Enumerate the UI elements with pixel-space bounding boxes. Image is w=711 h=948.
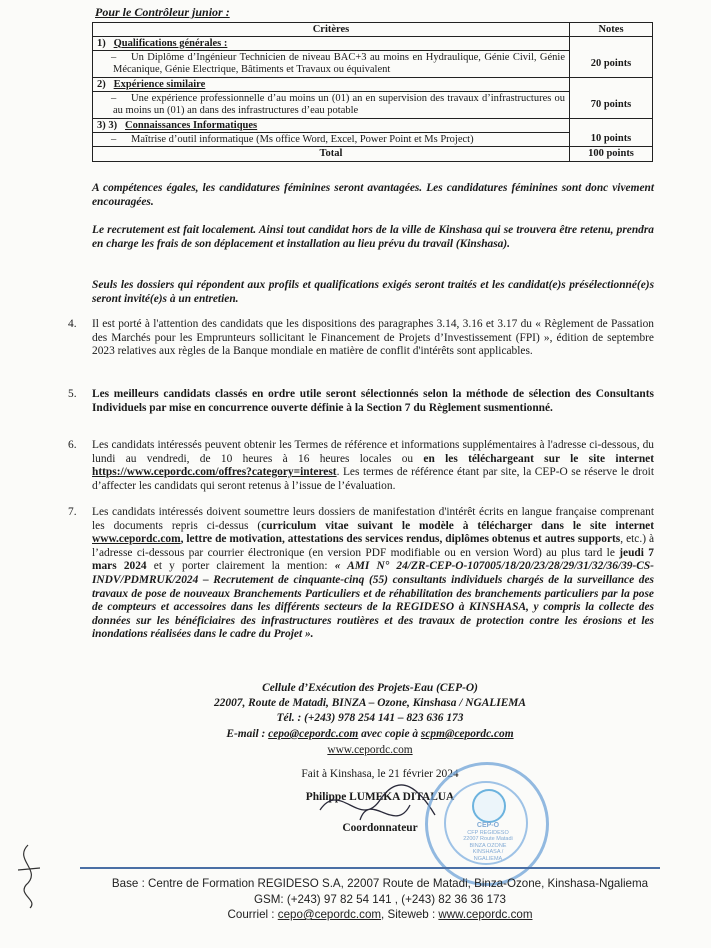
paragraph-local-recruitment: Le recrutement est fait localement. Ainsi tout candidat hors de la ville de Kinshasa qui se trouvera être retenu, prendra en charge les frais de son déplacement et installation au lieu prévu du travail (Kinshasa). — [92, 224, 654, 250]
total-points: 100 points — [570, 147, 653, 162]
points-value: 20 points — [570, 51, 653, 78]
points-value: 70 points — [570, 92, 653, 119]
table-header-row — [93, 23, 653, 37]
footer-divider — [80, 867, 660, 869]
item-number-5: 5. — [68, 388, 77, 400]
item-number-4: 4. — [68, 318, 77, 330]
margin-initials-icon — [8, 840, 48, 910]
terms-of-reference-link[interactable]: https://www.cepordc.com/offres?category=interest — [92, 466, 337, 479]
table-total-row — [93, 147, 653, 162]
official-stamp: CEP-O CFP REGIDESO 22007 Route Matadi BINZA OZONE KINSHASA / NGALIEMA — [425, 762, 549, 886]
table-row — [93, 119, 653, 133]
item-number-6: 6. — [68, 439, 77, 451]
paragraph-shortlist: Seuls les dossiers qui répondent aux profils et qualifications exigés seront traités et les candidat(e)s présélectionné(e)s seront invité(e)s à un entretien. — [92, 279, 654, 305]
place-date: Fait à Kinshasa, le 21 février 2024 — [301, 768, 459, 780]
address-email: E-mail : cepo@cepordc.com avec copie à scpm@cepordc.com — [226, 728, 514, 740]
total-label: Total — [93, 147, 570, 162]
address-line-2: 22007, Route de Matadi, BINZA – Ozone, Kinshasa / NGALIEMA — [213, 697, 527, 709]
footer-phone: GSM: (+243) 97 82 54 141 , (+243) 82 36 36 173 — [253, 893, 507, 906]
section-heading: Pour le Contrôleur junior : — [95, 5, 230, 19]
footer-email-link[interactable]: cepo@cepordc.com — [277, 908, 382, 921]
paragraph-women-candidates: A compétences égales, les candidatures féminines seront avantagées. Les candidatures féminines sont donc vivement encouragées. — [92, 182, 654, 208]
signatory-title: Coordonnateur — [342, 822, 418, 834]
paragraph-6: Les candidats intéressés peuvent obtenir les Termes de référence et informations supplémentaires à l'adresse ci-dessous, du lundi au vendredi, de 10 heures à 16 heures locales ou en les téléchargeant sur le site internet https://www.cepordc.com/offres?category=interest. Les termes de référence étant par site, la CEP-O se réserve le droit d’affecter les candidats qui seront retenus à l’issue de l’évaluation. — [92, 439, 655, 492]
signature-stroke — [320, 785, 435, 820]
paragraph-5: Les meilleurs candidats classés en ordre utile seront sélectionnés selon la méthode de sélection des Consultants Individuels par mise en concurrence ouverte définie à la Section 7 du Règlement susmentionné. — [92, 388, 654, 414]
footer-contact: Courriel : cepo@cepordc.com, Siteweb : www.cepordc.com — [227, 908, 533, 921]
address-line-1: Cellule d’Exécution des Projets-Eau (CEP-O) — [262, 682, 478, 694]
address-website-link[interactable]: www.cepordc.com — [327, 744, 413, 756]
signatory-name: Philippe LUMEKA DITALUA — [305, 791, 455, 803]
table-row — [93, 133, 653, 147]
footer-website-link[interactable]: www.cepordc.com — [438, 908, 533, 921]
table-row — [93, 92, 653, 119]
email-link-scpm[interactable]: scpm@cepordc.com — [420, 728, 514, 740]
table-row — [93, 37, 653, 51]
cepo-logo-icon — [472, 789, 506, 823]
website-link[interactable]: www.cepordc.com — [92, 533, 181, 546]
section-label: 2) Expérience similaire — [93, 78, 570, 92]
paragraph-4: Il est porté à l'attention des candidats que les dispositions des paragraphes 3.14, 3.16 et 3.17 du « Règlement de Passation des Marchés pour les Emprunteurs sollicitant le Financement de Projets d’Investissement (FPI) », édition de septembre 2023 relatives aux règles de la Banque mondiale en matière de conflit d'intérêts sont applicables. — [92, 318, 654, 358]
col-criteria-header: Critères — [93, 23, 570, 37]
points-value: 10 points — [570, 133, 653, 147]
criterion-item: – Maîtrise d’outil informatique (Ms office Word, Excel, Power Point et Ms Project) — [93, 133, 570, 147]
section-label: 1) Qualifications générales : — [93, 37, 570, 51]
address-phone: Tél. : (+243) 978 254 141 – 823 636 173 — [276, 712, 464, 724]
footer-address: Base : Centre de Formation REGIDESO S.A, 22007 Route de Matadi, Binza-Ozone, Kinshasa-Ngaliema — [111, 877, 649, 890]
item-number-7: 7. — [68, 506, 77, 518]
criterion-item: – Un Diplôme d’Ingénieur Technicien de niveau BAC+3 au moins en Hydraulique, Génie Civil, Génie Mécanique, Génie Electrique, Bâtiments et Travaux ou équivalent — [93, 51, 570, 78]
email-link-cepo[interactable]: cepo@cepordc.com — [268, 728, 359, 740]
section-label: 3) 3) Connaissances Informatiques — [93, 119, 570, 133]
criterion-item: – Une expérience professionnelle d’au moins un (01) an en supervision des travaux d’infrastructures ou au moins un (01) an dans des infrastructures d’eau potable — [93, 92, 570, 119]
criteria-table — [92, 22, 653, 162]
paragraph-7: Les candidats intéressés doivent soumettre leurs dossiers de manifestation d'intérêt écrits en langue française comprenant les documents repris ci-dessus (curriculum vitae suivant le modèle à télécharger dans le site internet www.cepordc.com, lettre de motivation, attestations des services rendus, diplômes obtenus et autres supports, etc.) à l’adresse ci-dessous par courrier électronique (en version PDF modifiable ou en version Word) au plus tard le jeudi 7 mars 2024 et y porter clairement la mention: « AMI N° 24/ZR-CEP-O-107005/18/20/23/28/29/31/32/36/39-CS-INDV/PDMRUK/2024 – Recrutement de cinquante-cinq (55) consultants individuels chargés de la surveillance des travaux de pose de nouveaux Branchements Particuliers et de réhabilitation des branchements particuliers par la pose de compteurs et accessoires dans les différents secteurs de la REGIDESO à KINSHASA, y compris la collecte des données sur les bénéficiaires des infrastructures routières et des travaux de protection contre les érosions et les inondations réalisées dans le cadre du Projet ». — [92, 506, 655, 641]
table-row — [93, 78, 653, 92]
col-notes-header: Notes — [570, 23, 653, 37]
table-row — [93, 51, 653, 78]
